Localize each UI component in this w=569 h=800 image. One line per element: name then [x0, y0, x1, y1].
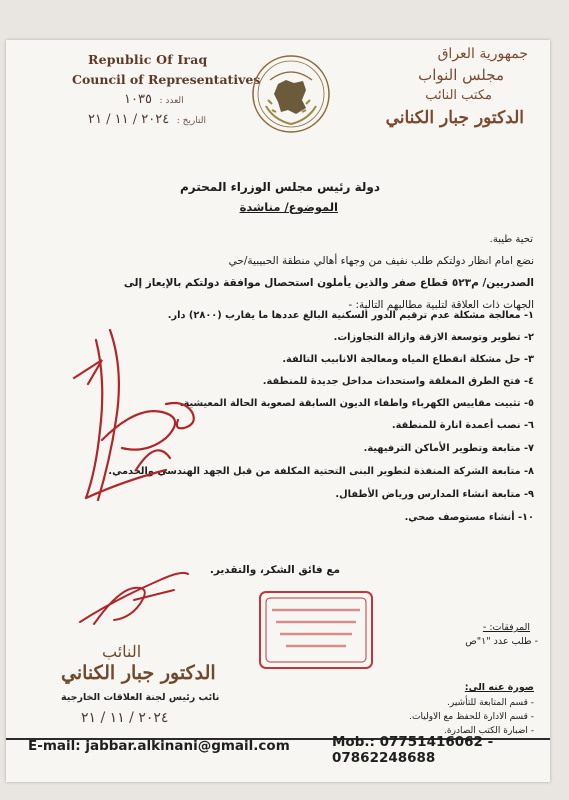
letterhead-en-country: Republic Of Iraq: [88, 52, 208, 67]
subject: الموضوع/ مناشدة: [239, 200, 338, 214]
footer-email: E-mail: jabbar.alkinani@gmail.com: [28, 738, 290, 754]
attachments-label: المرفقات: -: [482, 622, 530, 633]
cc-line: - قسم المتابعة للتأشير.: [447, 698, 534, 708]
list-item: ١٠- أنشاء مستوصف صحي.: [404, 512, 534, 523]
letter-date-label: التاريخ :: [176, 116, 206, 126]
body-line-3: الجهات ذات العلاقة لتلبية مطالبهم التالية: -: [348, 299, 534, 311]
letterhead-ar-name: الدكتور جبار الكناني: [385, 108, 524, 128]
letterhead-en-council: Council of Representatives: [72, 72, 261, 87]
list-item: ١- معالجة مشكلة عدم ترقيم الدور السكنية البالغ عددها ما يقارب (٢٨٠٠) دار.: [167, 310, 534, 321]
letter-number-value: ١٠٣٥: [124, 92, 152, 107]
list-item: ٥- تثبيت مقاييس الكهرباء واطفاء الديون السابقة لصعوبة الحالة المعيشية.: [179, 398, 534, 409]
addressee: دولة رئيس مجلس الوزراء المحترم: [179, 180, 380, 194]
letter-date-value: ٢٠٢٤ / ١١ / ٢١: [88, 112, 170, 127]
letterhead-ar-office: مكتب النائب: [425, 88, 492, 103]
parliament-emblem-icon: [248, 50, 334, 140]
list-item: ٩- متابعة انشاء المدارس ورياض الأطفال.: [335, 489, 534, 500]
signature-title: النائب: [102, 642, 142, 661]
cc-line: - قسم الادارة للحفظ مع الاوليات.: [409, 712, 534, 722]
letter-number-label: العدد :: [159, 96, 184, 106]
closing-line: مع فائق الشكر، والتقدير.: [209, 564, 340, 576]
cc-line: - اضبارة الكتب الصادرة.: [444, 726, 534, 736]
list-item: ٢- تطوير وتوسعة الازقة وازالة التجاوزات.: [333, 332, 534, 343]
letter-page: [6, 40, 550, 782]
letter-date: [88, 112, 206, 127]
signature-name: الدكتور جبار الكناني: [61, 662, 216, 684]
list-item: ٤- فتح الطرق المغلقة واستحداث مداخل جديدة للمنطقة.: [262, 376, 534, 387]
letter-number: [124, 92, 184, 107]
body-line-1: نضع امام انظار دولتكم طلب نفيف من وجهاء أهالي منطقة الحبيبية/حي: [228, 255, 534, 267]
greeting: تحية طيبة.: [489, 234, 533, 245]
signature-date: ٢٠٢٤ / ١١ / ٢١: [81, 710, 169, 726]
list-item: ٧- متابعة وتطوير الأماكن الترفيهية.: [363, 443, 534, 454]
list-item: ٦- نصب أعمدة انارة للمنطقة.: [391, 420, 534, 431]
list-item: ٣- حل مشكلة انقطاع المياه ومعالجة الانابيب التالفة.: [282, 354, 534, 365]
footer-mobile: Mob.: 07751416062 - 07862248688: [332, 734, 494, 766]
body-line-2: الصدريين/ م٥٢٣ قطاع صفر والذين يأملون استحصال موافقة دولتكم بالإيعاز إلى: [123, 277, 534, 289]
handwritten-annotation-icon: [66, 320, 226, 510]
cc-label: صورة عنه الى:: [464, 682, 534, 693]
letterhead-ar-country: جمهورية العراق: [437, 46, 528, 62]
list-item: ٨- متابعة الشركة المنفذة لتطوير البنى التحتية المكلفة من قبل الجهد الهندسي والخدمي.: [108, 466, 534, 477]
signature-position: نائب رئيس لجنة العلاقات الخارجية: [61, 692, 220, 703]
official-stamp-icon: [256, 588, 376, 672]
attachments-line: - طلب عدد "١"ص: [465, 636, 538, 647]
letterhead-ar-council: مجلس النواب: [418, 66, 504, 84]
signature-scribble-icon: [74, 560, 194, 630]
